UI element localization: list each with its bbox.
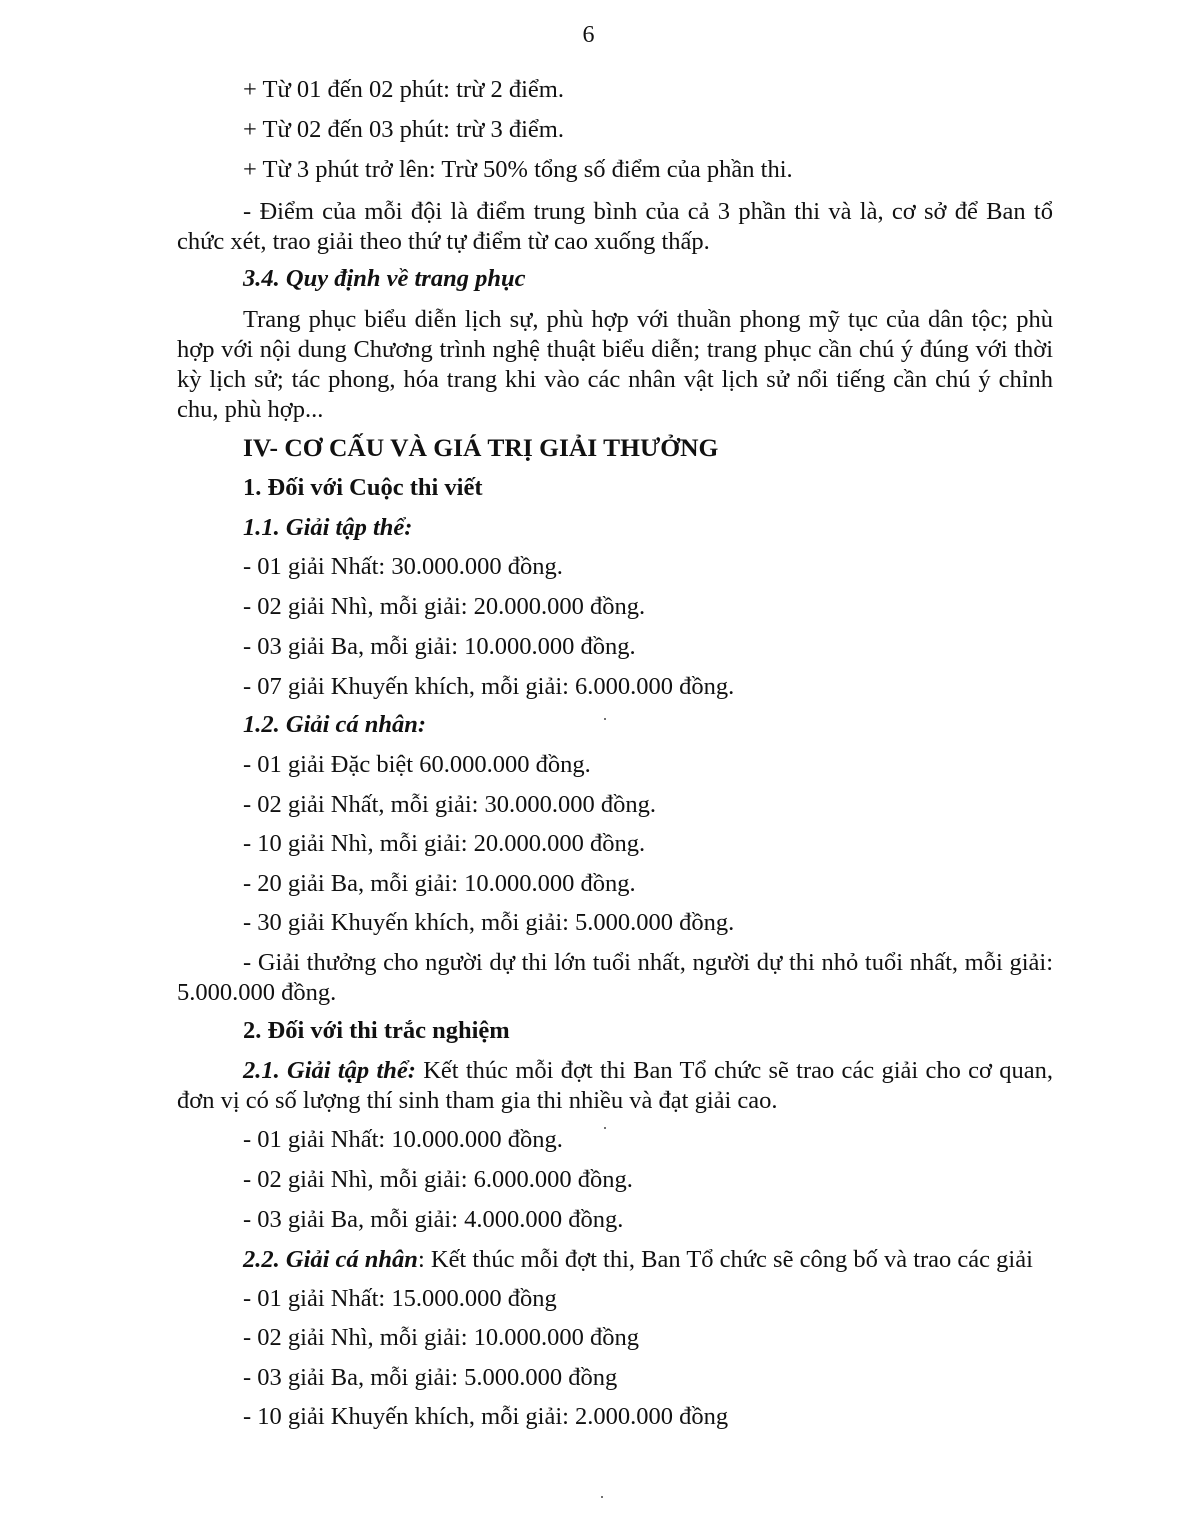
costume-paragraph: Trang phục biểu diễn lịch sự, phù hợp với thuần phong mỹ tục của dân tộc; phù hợp với nội dung Chương trình nghệ thuật biểu diễn; trang phục cần chú ý đúng với thời kỳ lịch sử; tác phong, hóa trang khi vào các nhân vật lịch sử nổi tiếng cần chú ý chỉnh chu, phù hợp... bbox=[177, 306, 1053, 423]
section-heading-1-2: 1.2. Giải cá nhân: bbox=[243, 711, 427, 738]
prize-item: - 01 giải Nhất: 30.000.000 đồng. bbox=[243, 553, 563, 580]
section-heading-2-2: 2.2. Giải cá nhân bbox=[243, 1246, 418, 1273]
prize-item: - 02 giải Nhì, mỗi giải: 20.000.000 đồng. bbox=[243, 593, 646, 620]
prize-item: - 03 giải Ba, mỗi giải: 5.000.000 đồng bbox=[243, 1364, 618, 1391]
individual-quiz-text: : Kết thúc mỗi đợt thi, Ban Tổ chức sẽ công bố và trao các giải bbox=[417, 1246, 1033, 1273]
scan-speck bbox=[604, 1127, 606, 1129]
prize-item: - 10 giải Nhì, mỗi giải: 20.000.000 đồng. bbox=[243, 830, 646, 857]
penalty-line-1: + Từ 01 đến 02 phút: trừ 2 điểm. bbox=[243, 76, 564, 103]
age-prize-paragraph: - Giải thưởng cho người dự thi lớn tuổi nhất, người dự thi nhỏ tuổi nhất, mỗi giải: 5.000.000 đồng. bbox=[177, 949, 1053, 1006]
individual-quiz-line bbox=[243, 1245, 1033, 1275]
penalty-line-3: + Từ 3 phút trở lên: Trừ 50% tổng số điểm của phần thi. bbox=[243, 156, 793, 183]
prize-item: - 03 giải Ba, mỗi giải: 10.000.000 đồng. bbox=[243, 633, 636, 660]
prize-item: - 02 giải Nhì, mỗi giải: 10.000.000 đồng bbox=[243, 1324, 640, 1351]
section-heading-1: 1. Đối với Cuộc thi viết bbox=[243, 474, 483, 501]
section-heading-3-4: 3.4. Quy định về trang phục bbox=[243, 265, 526, 292]
prize-item: - 01 giải Nhất: 10.000.000 đồng. bbox=[243, 1126, 563, 1153]
prize-item: - 02 giải Nhì, mỗi giải: 6.000.000 đồng. bbox=[243, 1166, 633, 1193]
prize-item: - 10 giải Khuyến khích, mỗi giải: 2.000.000 đồng bbox=[243, 1403, 729, 1430]
prize-item: - 01 giải Nhất: 15.000.000 đồng bbox=[243, 1285, 557, 1312]
page-number: 6 bbox=[582, 22, 595, 48]
scoring-paragraph: - Điểm của mỗi đội là điểm trung bình của cả 3 phần thi và là, cơ sở để Ban tổ chức xét, trao giải theo thứ tự điểm từ cao xuống thấp. bbox=[177, 198, 1053, 255]
section-heading-1-1: 1.1. Giải tập thể: bbox=[243, 514, 413, 541]
prize-item: - 07 giải Khuyến khích, mỗi giải: 6.000.000 đồng. bbox=[243, 673, 735, 700]
section-heading-iv: IV- CƠ CẤU VÀ GIÁ TRỊ GIẢI THƯỞNG bbox=[243, 433, 719, 462]
group-quiz-paragraph bbox=[177, 1056, 1053, 1116]
prize-item: - 20 giải Ba, mỗi giải: 10.000.000 đồng. bbox=[243, 870, 636, 897]
penalty-line-2: + Từ 02 đến 03 phút: trừ 3 điểm. bbox=[243, 116, 564, 143]
prize-item: - 01 giải Đặc biệt 60.000.000 đồng. bbox=[243, 751, 591, 778]
scan-speck bbox=[604, 718, 606, 720]
group-quiz-text: Kết thúc mỗi đợt thi Ban Tổ chức sẽ trao các giải cho cơ quan, đơn vị có số lượng thí sinh tham gia thi nhiều và đạt giải cao. bbox=[177, 1057, 1053, 1114]
prize-item: - 03 giải Ba, mỗi giải: 4.000.000 đồng. bbox=[243, 1206, 624, 1233]
prize-item: - 02 giải Nhất, mỗi giải: 30.000.000 đồng. bbox=[243, 791, 657, 818]
section-heading-2-1: 2.1. Giải tập thể: bbox=[243, 1057, 416, 1084]
section-heading-2: 2. Đối với thi trắc nghiệm bbox=[243, 1017, 510, 1044]
prize-item: - 30 giải Khuyến khích, mỗi giải: 5.000.000 đồng. bbox=[243, 909, 735, 936]
scan-speck bbox=[601, 1496, 603, 1498]
